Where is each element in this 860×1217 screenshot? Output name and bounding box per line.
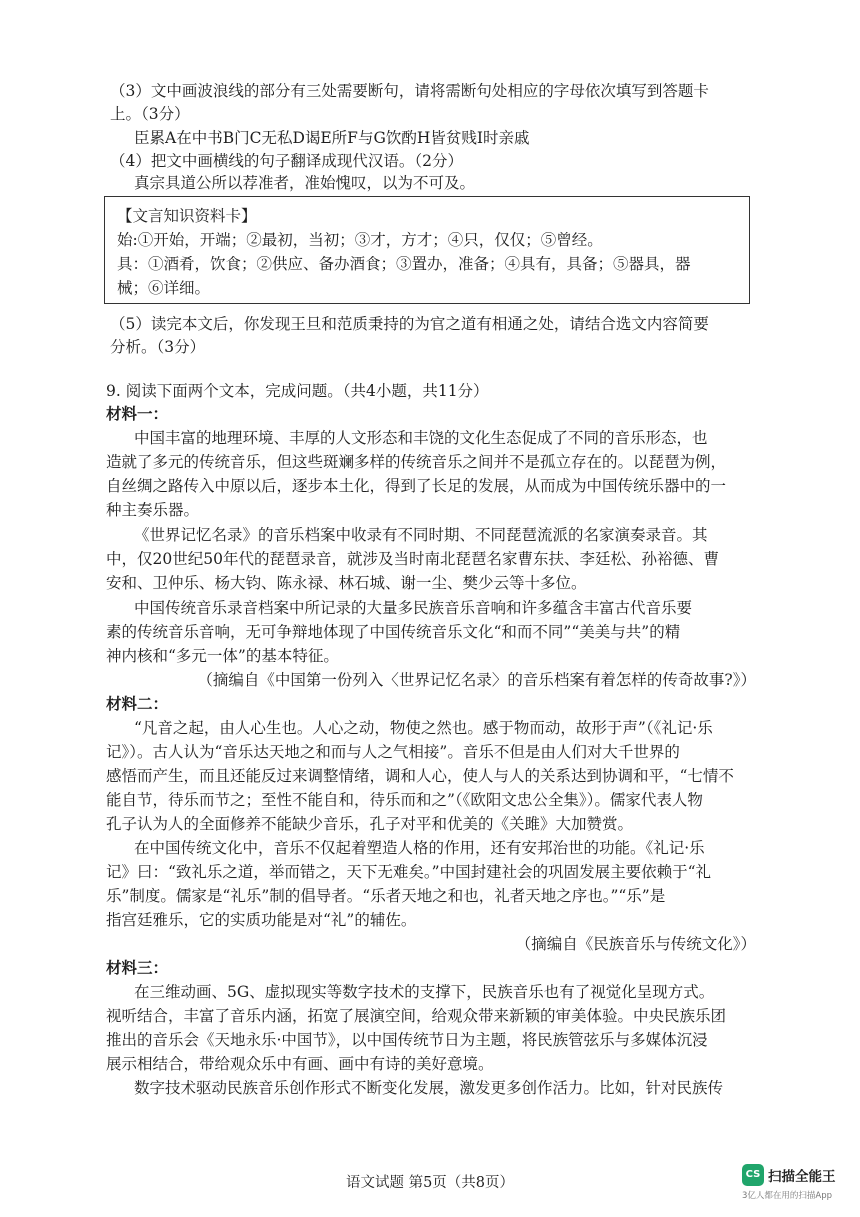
material-1-line: 中，仅20世纪50年代的琵琶录音，就涉及当时南北琵琶名家曹东扶、李廷松、孙裕德、曹 — [106, 550, 719, 568]
material-3-line: 在三维动画、5G、虚拟现实等数字技术的支撑下，民族音乐也有了视觉化呈现方式。 — [134, 983, 715, 1001]
material-2-line: 感悟而产生，而且还能反过来调整情绪，调和人心，使人与人的关系达到协调和平，“七情不 — [106, 767, 734, 785]
material-3-line: 展示相结合，带给观众乐中有画、画中有诗的美好意境。 — [106, 1055, 494, 1073]
material-1-line: 种主奏乐器。 — [106, 501, 200, 519]
material-2-line: 指宫廷雅乐，它的实质功能是对“礼”的辅佐。 — [106, 911, 417, 929]
page-footer: 语文试题 第5页（共8页） — [345, 1175, 515, 1191]
material-2-line: 能自节，待乐而节之；至性不能自和，待乐而和之”（《欧阳文忠公全集》）。儒家代表人物 — [106, 791, 703, 809]
material-2-label: 材料二： — [106, 694, 169, 713]
material-2-line: 记》）。古人认为“音乐达天地之和而与人之气相接”。音乐不但是由人们对大千世界的 — [106, 743, 680, 761]
material-2-source: （摘编自《民族音乐与传统文化》） — [515, 935, 756, 953]
q8-sub4-sentence: 真宗具道公所以荐准者，准始愧叹，以为不可及。 — [134, 174, 476, 192]
material-3-line: 数字技术驱动民族音乐创作形式不断变化发展，激发更多创作活力。比如，针对民族传 — [134, 1079, 724, 1097]
material-1-line: 自丝绸之路传入中原以后，逐步本土化，得到了长足的发展，从而成为中国传统乐器中的一 — [106, 477, 727, 495]
material-2-line: 记》曰：“致礼乐之道，举而错之，天下无难矣。”中国封建社会的巩固发展主要依赖于“礼 — [106, 863, 712, 881]
material-1-line: 素的传统音乐音响，无可争辩地体现了中国传统音乐文化“和而不同”“美美与共”的精 — [106, 623, 681, 641]
q9-heading: 9. 阅读下面两个文本，完成问题。（共4小题，共11分） — [106, 382, 489, 400]
q8-sub5-line2: 分析。（3分） — [110, 338, 206, 356]
q8-sub5-line1: （5）读完本文后，你发现王旦和范质秉持的为官之道有相通之处，请结合选文内容简要 — [110, 315, 709, 333]
material-1-line: 安和、卫仲乐、杨大钧、陈永禄、林石城、谢一尘、樊少云等十多位。 — [106, 574, 587, 592]
scanner-app-name: 扫描全能王 — [768, 1169, 836, 1185]
material-1-line: 造就了多元的传统音乐，但这些斑斓多样的传统音乐之间并不是孤立存在的。以琵琶为例， — [106, 453, 727, 471]
q8-sub3-line1: （3）文中画波浪线的部分有三处需要断句，请将需断句处相应的字母依次填写到答题卡 — [110, 82, 709, 100]
material-3-line: 推出的音乐会《天地永乐·中国节》，以中国传统节日为主题，将民族管弦乐与多媒体沉浸 — [106, 1031, 708, 1049]
knowledge-card-line: 始:①开始，开端；②最初，当初；③才，方才；④只，仅仅；⑤曾经。 — [117, 231, 603, 249]
knowledge-card-title: 【文言知识资料卡】 — [117, 207, 257, 225]
scanner-watermark — [738, 1162, 848, 1210]
knowledge-card-line: 械；⑥详细。 — [117, 279, 211, 297]
material-1-source: （摘编自《中国第一份列入〈世界记忆名录〉的音乐档案有着怎样的传奇故事?》） — [197, 671, 756, 689]
material-2-line: “凡音之起，由人心生也。人心之动，物使之然也。感于物而动，故形于声”（《礼记·乐 — [134, 719, 713, 737]
q8-sub3-sentence: 臣累A在中书B门C无私D谒E所F与G饮酌H皆贫贱I时亲戚 — [134, 129, 530, 147]
material-2-line: 孔子认为人的全面修养不能缺少音乐，孔子对平和优美的《关雎》大加赞赏。 — [106, 815, 634, 833]
knowledge-card-line: 具：①酒肴，饮食；②供应、备办酒食；③置办，准备；④具有，具备；⑤器具，器 — [117, 255, 691, 273]
q8-sub4-line: （4）把文中画横线的句子翻译成现代汉语。（2分） — [110, 152, 463, 170]
material-1-line: 中国传统音乐录音档案中所记录的大量多民族音乐音响和许多蕴含丰富古代音乐要 — [134, 599, 693, 617]
material-1-label: 材料一： — [106, 404, 169, 423]
material-2-line: 乐”制度。儒家是“礼乐”制的倡导者。“乐者天地之和也，礼者天地之序也。”“乐”是 — [106, 887, 666, 905]
material-1-line: 《世界记忆名录》的音乐档案中收录有不同时期、不同琵琶流派的名家演奏录音。其 — [134, 526, 708, 544]
q8-sub3-line2: 上。（3分） — [110, 105, 190, 123]
material-3-label: 材料三： — [106, 958, 169, 977]
knowledge-card — [104, 196, 750, 304]
material-3-line: 视听结合，丰富了音乐内涵，拓宽了展演空间，给观众带来新颖的审美体验。中央民族乐团 — [106, 1007, 727, 1025]
material-1-line: 中国丰富的地理环境、丰厚的人文形态和丰饶的文化生态促成了不同的音乐形态，也 — [134, 429, 708, 447]
scanner-tagline: 3亿人都在用的扫描App — [742, 1191, 833, 1201]
material-2-line: 在中国传统文化中，音乐不仅起着塑造人格的作用，还有安邦治世的功能。《礼记·乐 — [134, 839, 705, 857]
material-1-line: 神内核和“多元一体”的基本特征。 — [106, 647, 339, 665]
scanner-logo-icon: CS — [742, 1164, 764, 1186]
